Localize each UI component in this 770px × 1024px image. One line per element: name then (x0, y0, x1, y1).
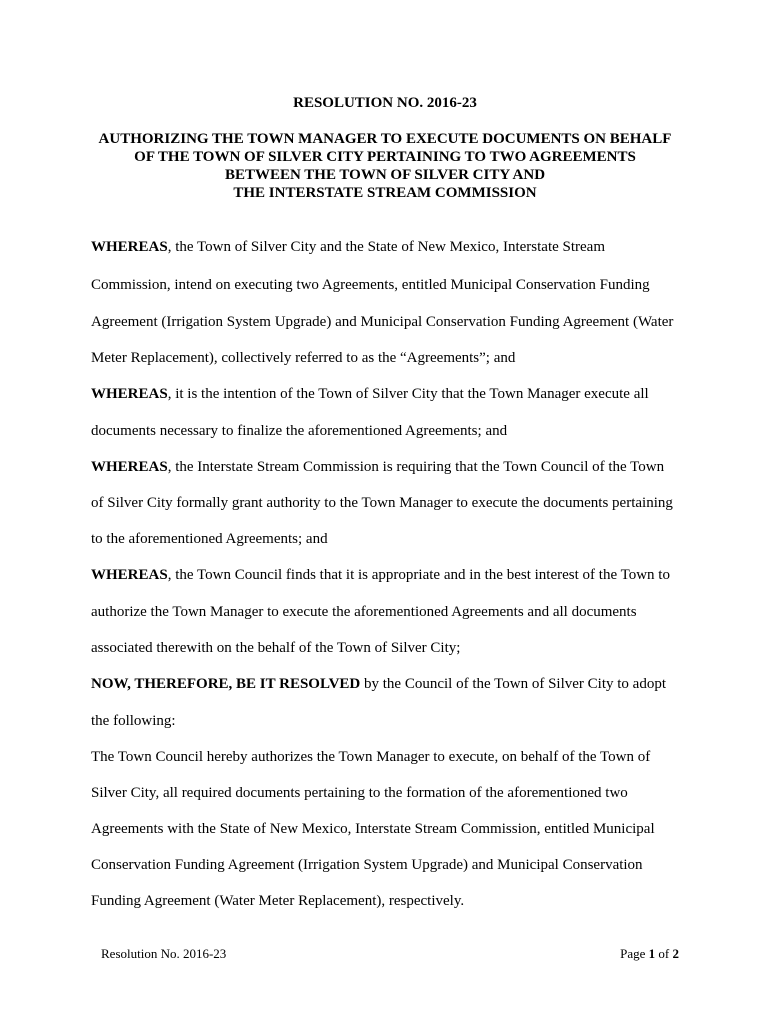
whereas-lead: WHEREAS (91, 459, 168, 475)
resolution-subject (90, 130, 680, 202)
body-text: Agreement (Irrigation System Upgrade) and Municipal Conservation Funding Agreement (Water (91, 314, 674, 330)
body-line (91, 784, 628, 802)
subject-line: BETWEEN THE TOWN OF SILVER CITY AND (224, 167, 546, 183)
body-text: Conservation Funding Agreement (Irrigation System Upgrade) and Municipal Conservation (91, 857, 643, 873)
body-text: Silver City, all required documents pertaining to the formation of the aforementioned two (91, 785, 628, 801)
body-text: associated therewith on the behalf of the Town of Silver City; (91, 640, 461, 656)
subject-line: THE INTERSTATE STREAM COMMISSION (233, 185, 537, 201)
body-text: of Silver City formally grant authority to the Town Manager to execute the documents pertaining (91, 495, 673, 511)
body-line (91, 566, 670, 584)
footer-page-indicator (620, 946, 679, 962)
page-label: Page (620, 946, 649, 961)
body-line (91, 748, 650, 766)
body-text: , the Interstate Stream Commission is requiring that the Town Council of the Town (167, 459, 665, 475)
resolution-title: RESOLUTION NO. 2016-23 (293, 95, 477, 111)
body-line (91, 820, 655, 838)
body-text: Meter Replacement), collectively referred to as the “Agreements”; and (91, 350, 516, 366)
subject-line: AUTHORIZING THE TOWN MANAGER TO EXECUTE DOCUMENTS ON BEHALF (98, 131, 672, 147)
body-line (91, 458, 664, 476)
body-line (91, 422, 507, 440)
body-text: Commission, intend on executing two Agreements, entitled Municipal Conservation Funding (91, 277, 650, 293)
footer-resolution-number: Resolution No. 2016-23 (101, 946, 227, 961)
body-text: the following: (91, 713, 176, 729)
body-line (91, 276, 650, 294)
body-text: by the Council of the Town of Silver City to adopt (360, 676, 666, 692)
body-text: authorize the Town Manager to execute the aforementioned Agreements and all documents (91, 604, 637, 620)
body-line (91, 530, 328, 548)
body-line (91, 892, 464, 910)
body-text: documents necessary to finalize the aforementioned Agreements; and (91, 423, 508, 439)
body-line (91, 238, 605, 256)
body-text: Agreements with the State of New Mexico, Interstate Stream Commission, entitled Municipal (91, 821, 655, 837)
body-line (91, 675, 666, 693)
body-text: The Town Council hereby authorizes the Town Manager to execute, on behalf of the Town of (91, 749, 651, 765)
body-line (91, 712, 176, 730)
resolved-lead: NOW, THEREFORE, BE IT RESOLVED (91, 676, 361, 692)
subject-line: OF THE TOWN OF SILVER CITY PERTAINING TO TWO AGREEMENTS (134, 149, 636, 165)
body-line (91, 313, 673, 331)
body-text: Funding Agreement (Water Meter Replacement), respectively. (91, 893, 465, 909)
body-text: , the Town Council finds that it is appropriate and in the best interest of the Town to (167, 567, 670, 583)
body-line (91, 349, 515, 367)
body-text: to the aforementioned Agreements; and (91, 531, 328, 547)
body-text: , it is the intention of the Town of Silver City that the Town Manager execute all (167, 386, 649, 402)
whereas-lead: WHEREAS (91, 239, 168, 255)
body-line (91, 856, 643, 874)
page-total: 2 (672, 946, 679, 961)
body-line (91, 603, 637, 621)
whereas-lead: WHEREAS (91, 386, 168, 402)
body-line (91, 494, 673, 512)
body-line (91, 639, 460, 657)
body-line (91, 385, 649, 403)
of-label: of (655, 946, 673, 961)
body-text: , the Town of Silver City and the State of New Mexico, Interstate Stream (167, 239, 606, 255)
whereas-lead: WHEREAS (91, 567, 168, 583)
page-number: 1 (648, 946, 656, 961)
